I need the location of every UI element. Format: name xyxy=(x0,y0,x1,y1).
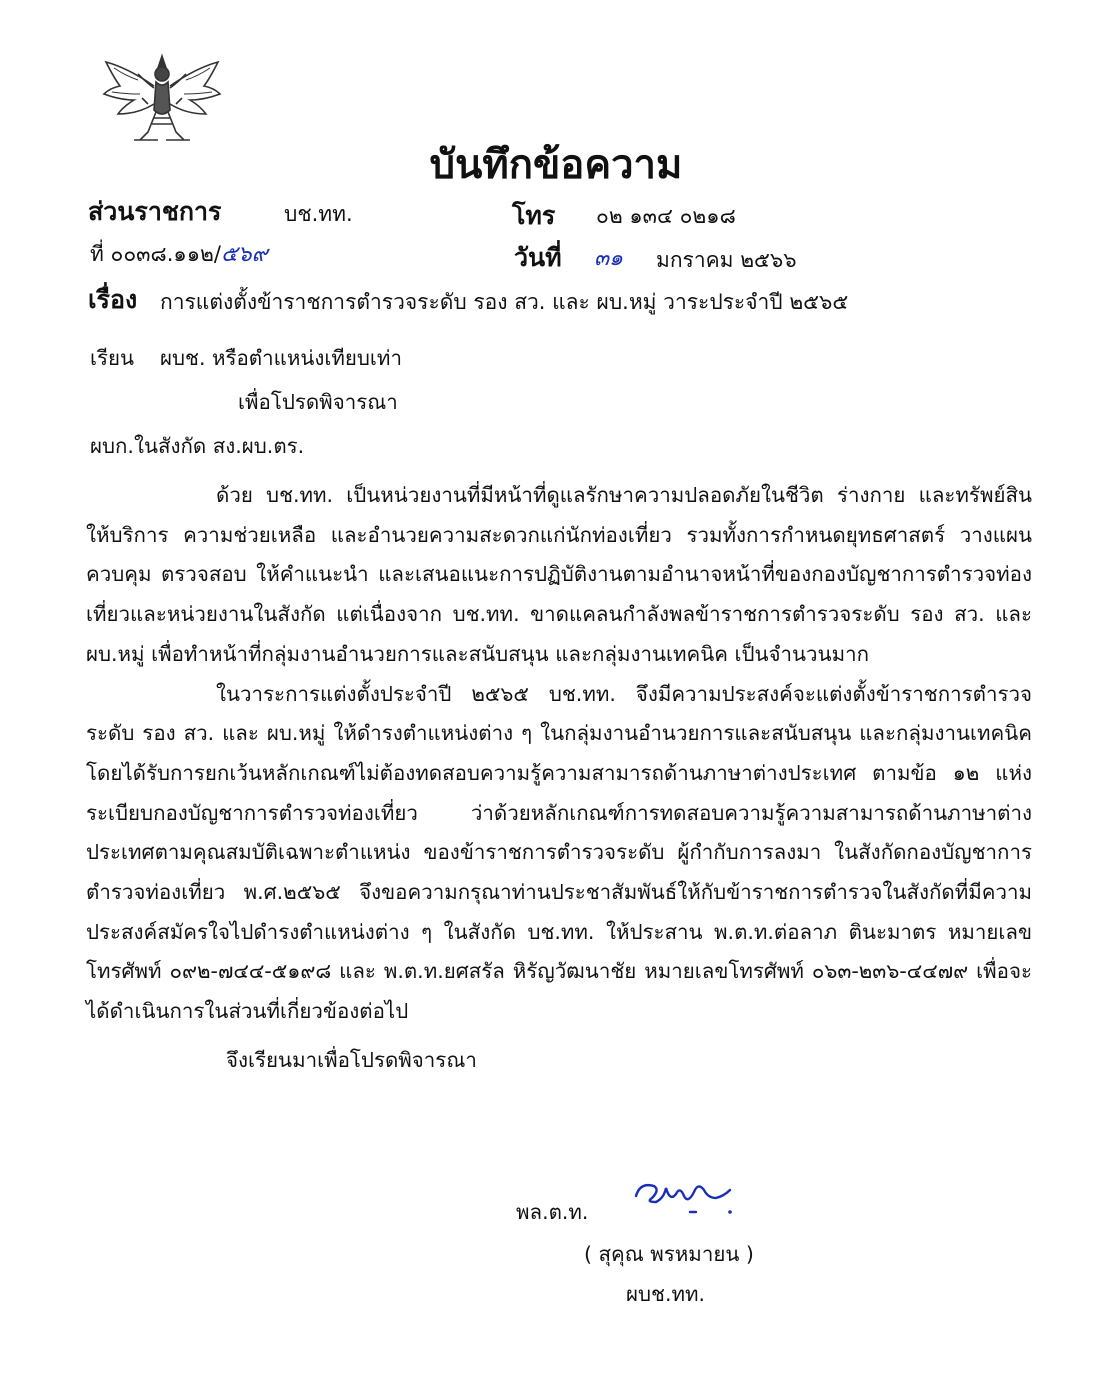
doc-number-line xyxy=(90,236,268,271)
addressee-line1: ผบช. หรือตำแหน่งเทียบเท่า xyxy=(160,346,402,370)
subject-value: การแต่งตั้งข้าราชการตำรวจระดับ รอง สว. และ ผบ.หมู่ วาระประจำปี ๒๕๖๕ xyxy=(160,290,849,314)
signer-position: ผบช.ทท. xyxy=(626,1282,705,1306)
phone-label: โทร xyxy=(512,201,556,230)
phone-value: ๐๒ ๑๓๔ ๐๒๑๘ xyxy=(596,204,736,228)
addressee-line3: ผบก.ในสังกัด สง.ผบ.ตร. xyxy=(90,434,305,458)
subject-label: เรื่อง xyxy=(88,285,138,314)
date-day-handwritten: ๓๑ xyxy=(594,246,624,271)
addressee-line2: เพื่อโปรดพิจารณา xyxy=(238,390,398,414)
memo-title: บันทึกข้อความ xyxy=(429,142,683,188)
handwritten-signature-icon xyxy=(626,1168,746,1220)
body-paragraph-1: ด้วย บช.ทท. เป็นหน่วยงานที่มีหน้าที่ดูแลรักษาความปลอดภัยในชีวิต ร่างกาย และทรัพย์สิน ให้บริการ ความช่วยเหลือ และอำนวยความสะดวกแก่นักท่องเที่ยว รวมทั้งการกำหนดยุทธศาสตร์ วางแผน ควบคุม ตรวจสอบ ให้คำแนะนำ และเสนอแนะการปฏิบัติงานตามอำนาจหน้าที่ของกองบัญชาการตำรวจท่องเที่ยวและหน่วยงานในสังกัด แต่เนื่องจาก บช.ทท. ขาดแคลนกำลังพลข้าราชการตำรวจระดับ รอง สว. และ ผบ.หมู่ เพื่อทำหน้าที่กลุ่มงานอำนวยการและสนับสนุน และกลุ่มงานเทคนิค เป็นจำนวนมาก xyxy=(86,483,1032,666)
agency-value: บช.ทท. xyxy=(284,202,353,226)
signer-rank: พล.ต.ท. xyxy=(516,1200,589,1224)
doc-number-handwritten: ๕๖๙ xyxy=(220,242,268,267)
date-label: วันที่ xyxy=(514,243,562,272)
signer-name: ( สุคุณ พรหมายน ) xyxy=(584,1242,754,1266)
doc-number-prefix: ที่ ๐๐๓๘.๑๑๒/ xyxy=(90,242,221,266)
addressee-label: เรียน xyxy=(90,346,135,370)
date-month-year: มกราคม ๒๕๖๖ xyxy=(656,248,797,272)
body-paragraph-2: ในวาระการแต่งตั้งประจำปี ๒๕๖๕ บช.ทท. จึงมีความประสงค์จะแต่งตั้งข้าราชการตำรวจระดับ รอง สว. และ ผบ.หมู่ ให้ดำรงตำแหน่งต่าง ๆ ในกลุ่มงานอำนวยการและสนับสนุน และกลุ่มงานเทคนิค โดยได้รับการยกเว้นหลักเกณฑ์ไม่ต้องทดสอบความรู้ความสามารถด้านภาษาต่างประเทศ ตามข้อ ๑๒ แห่งระเบียบกองบัญชาการตำรวจท่องเที่ยว ว่าด้วยหลักเกณฑ์การทดสอบความรู้ความสามารถด้านภาษาต่างประเทศตามคุณสมบัติเฉพาะตำแหน่ง ของข้าราชการตำรวจระดับ ผู้กำกับการลงมา ในสังกัดกองบัญชาการตำรวจท่องเที่ยว พ.ศ.๒๕๖๕ จึงขอความกรุณาท่านประชาสัมพันธ์ให้กับข้าราชการตำรวจในสังกัดที่มีความประสงค์สมัครใจไปดำรงตำแหน่งต่าง ๆ ในสังกัด บช.ทท. ให้ประสาน พ.ต.ท.ต่อลาภ ตินะมาตร หมายเลขโทรศัพท์ ๐๙๒-๗๔๔-๕๑๙๘ และ พ.ต.ท.ยศสรัล หิรัญวัฒนาชัย หมายเลขโทรศัพท์ ๐๖๓-๒๓๖-๔๔๗๙ เพื่อจะได้ดำเนินการในส่วนที่เกี่ยวข้องต่อไป xyxy=(86,681,1032,1024)
closing-line: จึงเรียนมาเพื่อโปรดพิจารณา xyxy=(226,1048,477,1072)
body-text xyxy=(86,476,1032,1032)
agency-label: ส่วนราชการ xyxy=(88,197,222,226)
